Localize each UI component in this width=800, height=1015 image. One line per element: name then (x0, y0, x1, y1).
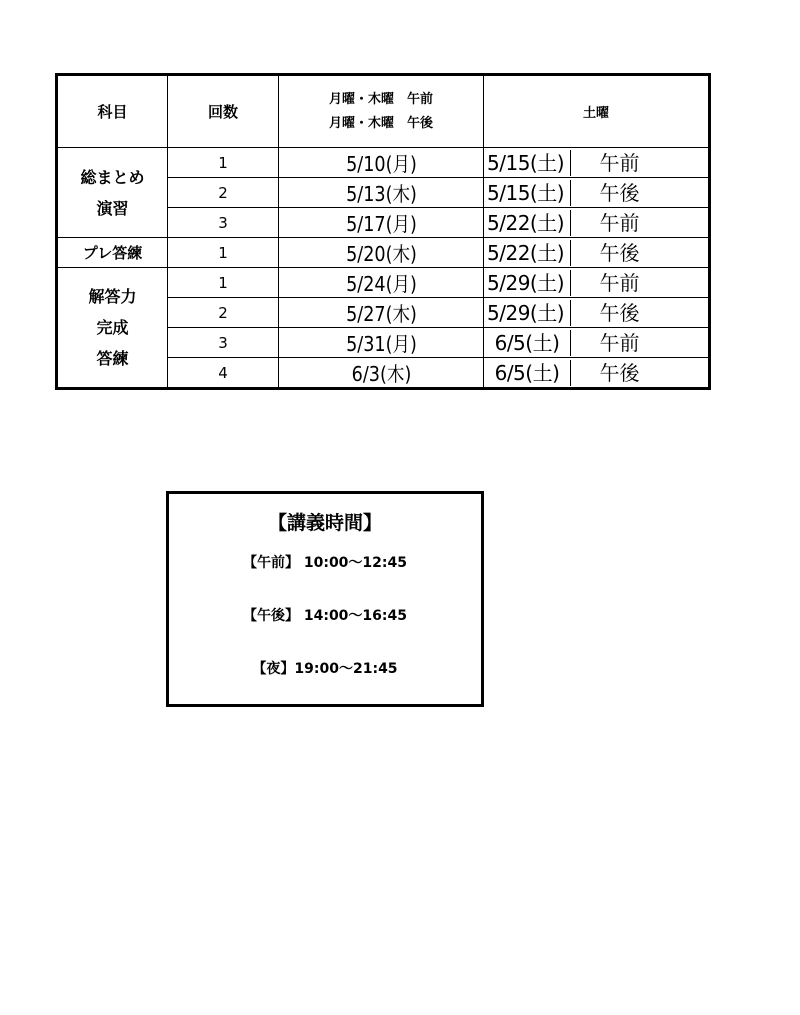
saturday-cell (484, 178, 710, 208)
saturday-cell (484, 328, 710, 358)
saturday-date: 5/29(土) (484, 270, 571, 296)
weekday-date-cell: 5/13(木) (291, 178, 471, 208)
schedule-table (55, 73, 711, 390)
saturday-date: 5/15(土) (484, 180, 571, 206)
header-saturday: 土曜 (484, 75, 710, 148)
saturday-slot: 午前 (599, 270, 640, 295)
count-cell: 1 (168, 148, 279, 178)
saturday-cell (484, 268, 710, 298)
header-subject: 科目 (57, 75, 168, 148)
lecture-time-pm: 【午後】 14:00～16:45 (242, 608, 407, 624)
saturday-date: 5/22(土) (484, 210, 571, 236)
subject-line: 解答力 (88, 287, 137, 306)
weekday-date-cell: 5/31(月) (291, 328, 471, 358)
saturday-cell (484, 238, 710, 268)
weekday-date-cell: 5/24(月) (291, 268, 471, 298)
saturday-slot: 午後 (599, 300, 640, 325)
subject-line: 演習 (96, 198, 129, 218)
subject-line: プレ答練 (82, 243, 143, 262)
lecture-time-night: 【夜】19:00～21:45 (252, 661, 398, 677)
count-cell: 4 (168, 358, 279, 389)
saturday-cell (484, 148, 710, 178)
table-header-row (57, 75, 710, 148)
saturday-date: 6/5(土) (484, 330, 571, 356)
subject-line: 総まとめ (80, 167, 145, 187)
subject-line: 完成 (96, 318, 129, 337)
weekday-date-cell: 6/3(木) (291, 358, 471, 389)
table-row (57, 148, 710, 178)
lecture-time-box (166, 491, 484, 707)
count-cell: 3 (168, 328, 279, 358)
header-weekday-line1: 月曜・木曜 午前 (328, 91, 433, 107)
weekday-date-cell: 5/20(木) (291, 238, 471, 268)
subject-cell (57, 148, 168, 238)
count-cell: 2 (168, 178, 279, 208)
header-weekday-line2: 月曜・木曜 午後 (328, 115, 433, 131)
saturday-slot: 午前 (599, 330, 640, 355)
saturday-date: 6/5(土) (484, 360, 571, 386)
saturday-cell (484, 358, 710, 389)
saturday-slot: 午後 (599, 360, 640, 385)
saturday-date: 5/22(土) (484, 240, 571, 266)
subject-line: 答練 (96, 349, 129, 368)
saturday-date: 5/29(土) (484, 300, 571, 326)
count-cell: 3 (168, 208, 279, 238)
lecture-time-am: 【午前】 10:00～12:45 (242, 555, 407, 571)
lecture-time-title: 【講義時間】 (267, 512, 382, 534)
saturday-slot: 午前 (599, 210, 640, 235)
header-weekday (279, 75, 484, 148)
subject-cell (57, 238, 168, 268)
count-cell: 2 (168, 298, 279, 328)
count-cell: 1 (168, 238, 279, 268)
header-count: 回数 (168, 75, 279, 148)
saturday-cell (484, 208, 710, 238)
saturday-slot: 午後 (599, 240, 640, 265)
weekday-date-cell: 5/10(月) (291, 148, 471, 178)
saturday-slot: 午前 (599, 150, 640, 175)
weekday-date-cell: 5/17(月) (291, 208, 471, 238)
table-row (57, 268, 710, 298)
subject-cell (57, 268, 168, 389)
saturday-date: 5/15(土) (484, 150, 571, 176)
weekday-date-cell: 5/27(木) (291, 298, 471, 328)
table-row (57, 238, 710, 268)
count-cell: 1 (168, 268, 279, 298)
saturday-slot: 午後 (599, 180, 640, 205)
saturday-cell (484, 298, 710, 328)
